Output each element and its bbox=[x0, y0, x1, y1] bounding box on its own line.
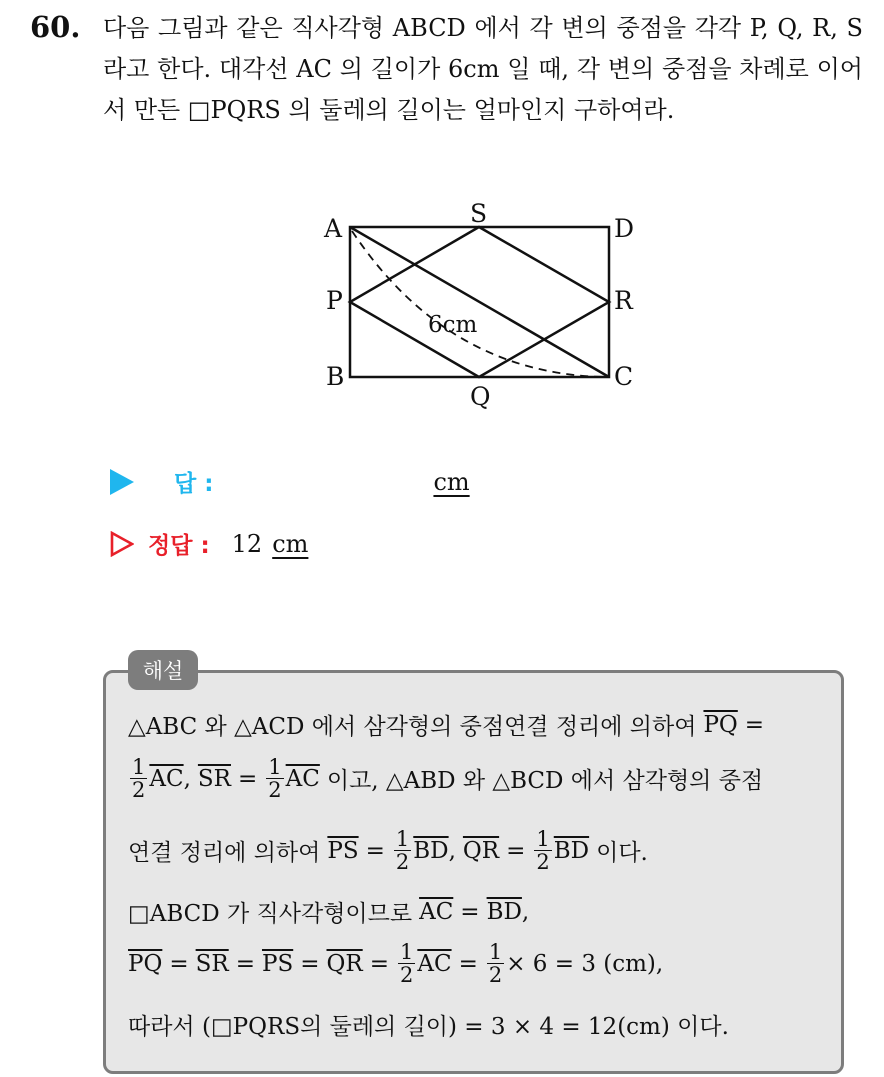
equals: = bbox=[460, 898, 480, 925]
sol-text: 연결 정리에 의하여 bbox=[128, 840, 321, 866]
segment-ac: $\overline{AC}$ bbox=[149, 765, 184, 792]
label-a: A bbox=[324, 214, 343, 243]
sol-text: 이다. bbox=[596, 840, 648, 866]
label-b: B bbox=[326, 362, 345, 391]
rectangle-figure bbox=[318, 195, 658, 415]
equals: = bbox=[506, 837, 526, 864]
equals: = bbox=[235, 950, 255, 977]
fraction-half: $\frac{1}{2}$ bbox=[395, 827, 410, 874]
correct-label: 정답 : bbox=[148, 533, 210, 559]
sol-text: × 6 = 3 (cm), bbox=[506, 950, 664, 977]
comma: , bbox=[521, 898, 530, 925]
equals: = bbox=[744, 711, 765, 738]
equals: = bbox=[369, 950, 389, 977]
equals: = bbox=[300, 950, 320, 977]
fraction-half: $\frac{1}{2}$ bbox=[399, 940, 414, 987]
solution-line-1 bbox=[128, 708, 764, 741]
segment-ac: $\overline{AC}$ bbox=[419, 898, 454, 925]
solution-line-4 bbox=[128, 895, 529, 928]
answer-unit: cm bbox=[433, 467, 470, 496]
solution-line-5 bbox=[128, 941, 663, 986]
label-c: C bbox=[614, 362, 634, 391]
sol-text: 따라서 (□PQRS의 둘레의 길이) = 3 × 4 = 12(cm) 이다. bbox=[128, 1014, 729, 1040]
fraction-half: $\frac{1}{2}$ bbox=[488, 940, 503, 987]
label-s: S bbox=[470, 199, 488, 228]
segment-ps: $\overline{PS}$ bbox=[261, 950, 294, 977]
fraction-half: $\frac{1}{2}$ bbox=[536, 827, 550, 874]
segment-qr: $\overline{QR}$ bbox=[462, 837, 500, 864]
answer-label: 답 : bbox=[174, 471, 214, 497]
segment-ac: $\overline{AC}$ bbox=[285, 765, 320, 792]
segment-ac: $\overline{AC}$ bbox=[417, 950, 452, 977]
label-p: P bbox=[326, 286, 343, 315]
segment-bd: $\overline{BD}$ bbox=[413, 837, 449, 864]
segment-bd: $\overline{BD}$ bbox=[553, 837, 590, 864]
correct-answer-row bbox=[110, 527, 308, 560]
segment-bd: $\overline{BD}$ bbox=[486, 898, 522, 925]
segment-qr: $\overline{QR}$ bbox=[326, 950, 363, 977]
label-q: Q bbox=[470, 382, 491, 411]
solution-line-3 bbox=[128, 828, 648, 873]
segment-pq: $\overline{PQ}$ bbox=[128, 950, 163, 977]
label-r: R bbox=[614, 286, 633, 315]
segment-pq: $\overline{PQ}$ bbox=[703, 711, 738, 738]
solution-box bbox=[103, 670, 844, 1074]
solution-line-6 bbox=[128, 1008, 729, 1041]
label-d: D bbox=[614, 214, 635, 243]
problem-text: 다음 그림과 같은 직사각형 ABCD 에서 각 변의 중점을 각각 P, Q, R, S 라고 한다. 대각선 AC 의 길이가 6cm 일 때, 각 변의 중점을 차례로 이어서 만든 □PQRS 의 둘레의 길이는 얼마인지 구하여라. bbox=[103, 14, 863, 124]
correct-value: 12 bbox=[231, 529, 263, 558]
problem-number: 60. bbox=[30, 10, 81, 44]
fraction-half: $\frac{1}{2}$ bbox=[268, 755, 282, 802]
length-label: 6cm bbox=[428, 312, 478, 338]
comma: , bbox=[183, 765, 191, 792]
equals: = bbox=[169, 950, 189, 977]
correct-unit: cm bbox=[272, 529, 309, 558]
answer-row bbox=[110, 465, 470, 498]
equals: = bbox=[458, 950, 478, 977]
segment-sr: $\overline{SR}$ bbox=[195, 950, 229, 977]
fraction-half: $\frac{1}{2}$ bbox=[132, 755, 146, 802]
sol-text: □ABCD 가 직사각형이므로 bbox=[128, 901, 413, 927]
diagonal-ac bbox=[350, 227, 609, 377]
solution-line-2 bbox=[128, 756, 763, 801]
equals: = bbox=[365, 837, 385, 864]
outline-triangle-icon bbox=[110, 531, 134, 557]
equals: = bbox=[237, 765, 258, 792]
play-triangle-icon bbox=[110, 469, 134, 495]
segment-ps: $\overline{PS}$ bbox=[327, 837, 359, 864]
sol-text: △ABC 와 △ACD 에서 삼각형의 중점연결 정리에 의하여 bbox=[128, 714, 697, 740]
solution-tab: 해설 bbox=[128, 650, 198, 690]
comma: , bbox=[448, 837, 456, 864]
sol-text: 이고, △ABD 와 △BCD 에서 삼각형의 중점 bbox=[326, 768, 764, 794]
segment-sr: $\overline{SR}$ bbox=[197, 765, 231, 792]
